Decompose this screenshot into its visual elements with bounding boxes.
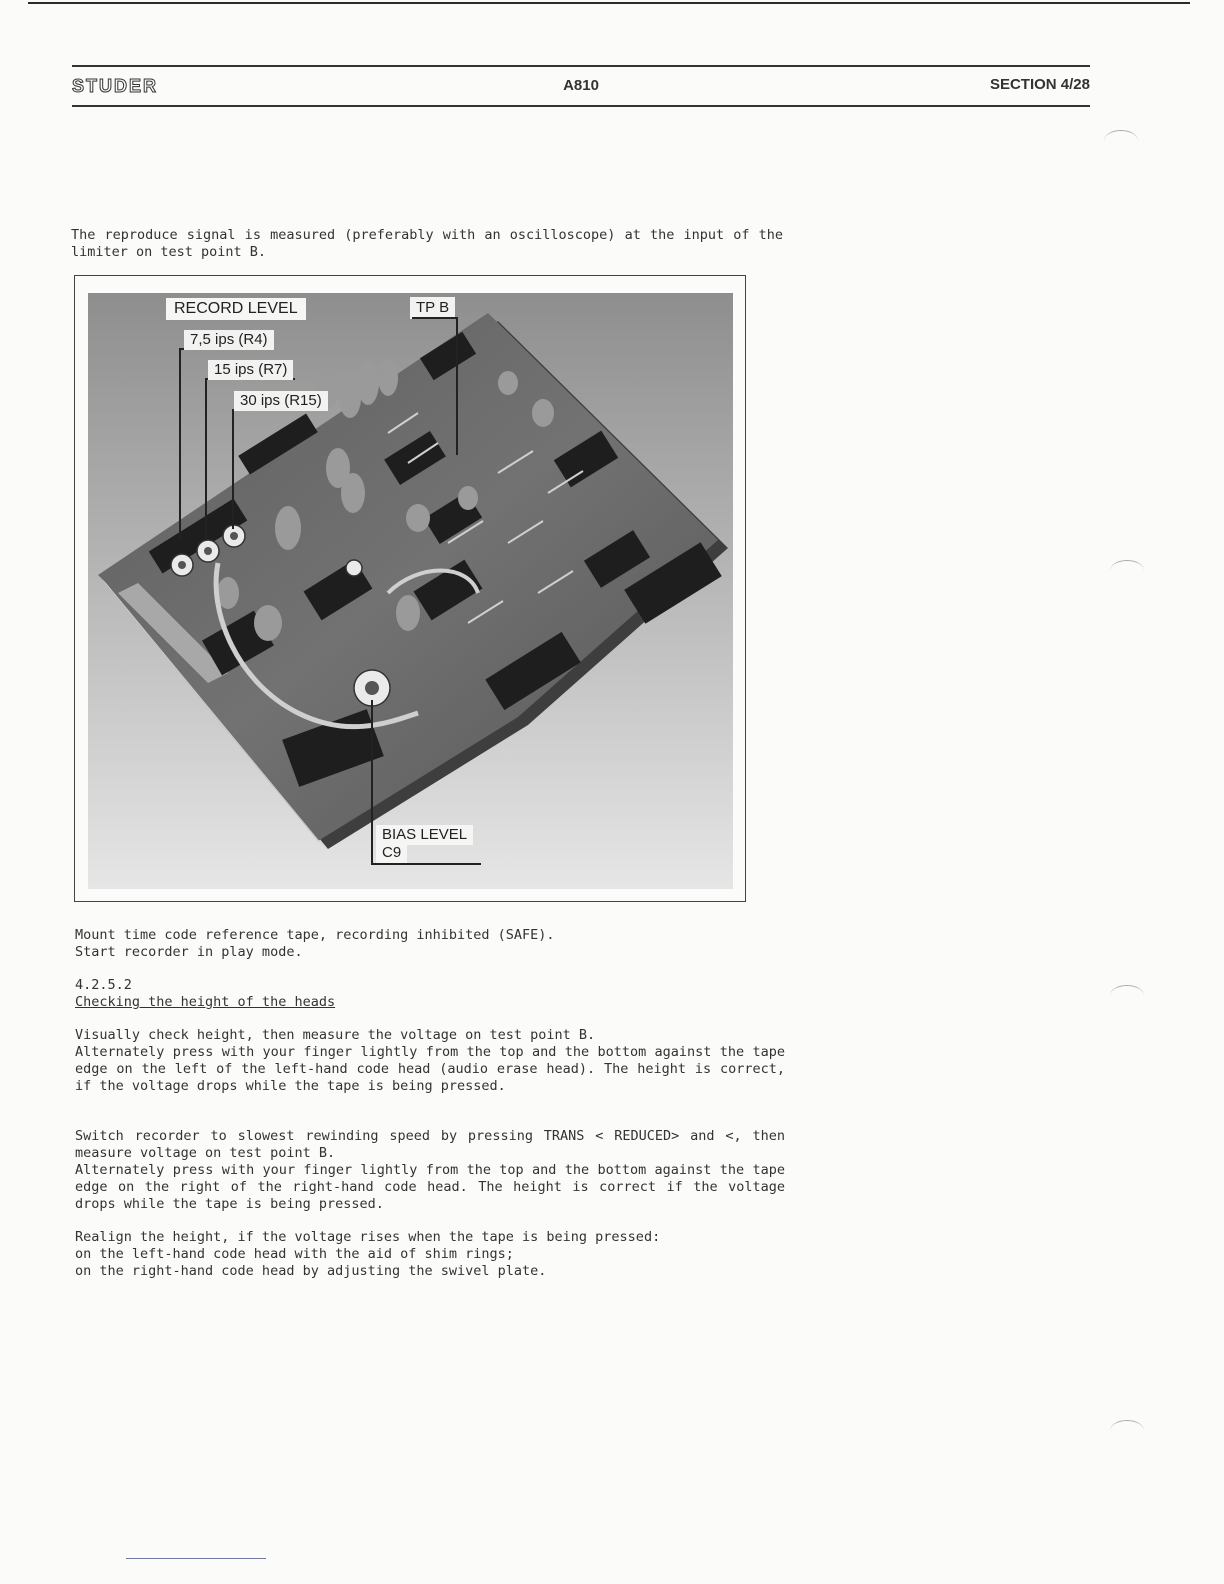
model-number: A810 [563, 77, 599, 94]
speed-15-label: 15 ips (R7) [208, 360, 293, 380]
section-title: Checking the height of the heads [75, 994, 336, 1010]
p1-body: Alternately press with your finger lightly from the top and the bottom against the tape edge on the left of the left-hand code head (audio erase head). The height is correct, if the voltage drops while the tape is being pressed. [75, 1044, 785, 1094]
speed-30-label: 30 ips (R15) [234, 391, 328, 411]
leader-line [371, 863, 481, 865]
binder-hole-mark [1110, 1420, 1144, 1441]
bias-c9-label: C9 [376, 843, 407, 863]
section-number: SECTION 4/28 [989, 76, 1090, 93]
header-rule-top [72, 65, 1090, 67]
test-point-b-label: TP B [410, 297, 455, 319]
binder-hole-mark [1110, 985, 1144, 1006]
leader-line [371, 700, 373, 864]
mount-line-2: Start recorder in play mode. [75, 944, 303, 960]
binder-hole-mark [1104, 130, 1138, 151]
p2-body: Alternately press with your finger lightly from the top and the bottom against the tape edge on the right of the right-hand code head. The height is correct if the voltage drops while the tape is being pressed. [75, 1162, 785, 1212]
speed-7-5-label: 7,5 ips (R4) [184, 330, 274, 350]
leader-line [179, 348, 181, 540]
binder-hole-mark [1110, 560, 1144, 581]
scan-top-edge [28, 2, 1190, 4]
leader-line [412, 317, 457, 319]
circuit-board-photo [88, 293, 733, 889]
p1-line-1: Visually check height, then measure the voltage on test point B. [75, 1027, 596, 1043]
intro-paragraph: The reproduce signal is measured (preferably with an oscilloscope) at the input of the limiter on test point B. [71, 227, 783, 260]
studer-logo: STUDER [72, 76, 159, 96]
leader-line [205, 378, 207, 540]
header-rule-bottom [72, 105, 1090, 107]
page-header [72, 62, 1090, 108]
leader-line [232, 409, 234, 529]
bias-level-label: BIAS LEVEL [376, 825, 473, 845]
p3-line-3: on the right-hand code head by adjusting the swivel plate. [75, 1263, 547, 1279]
mount-line-1: Mount time code reference tape, recording inhibited (SAFE). [75, 927, 555, 943]
record-level-label: RECORD LEVEL [166, 298, 306, 320]
p3-line-2: on the left-hand code head with the aid of shim rings; [75, 1246, 514, 1262]
p2-first: Switch recorder to slowest rewinding speed by pressing TRANS < REDUCED> and <, then measure voltage on test point B. [75, 1128, 785, 1161]
leader-line [456, 317, 458, 455]
section-number-heading: 4.2.5.2 [75, 977, 132, 993]
scan-edge-mark [126, 1558, 266, 1559]
p3-line-1: Realign the height, if the voltage rises when the tape is being pressed: [75, 1229, 661, 1245]
